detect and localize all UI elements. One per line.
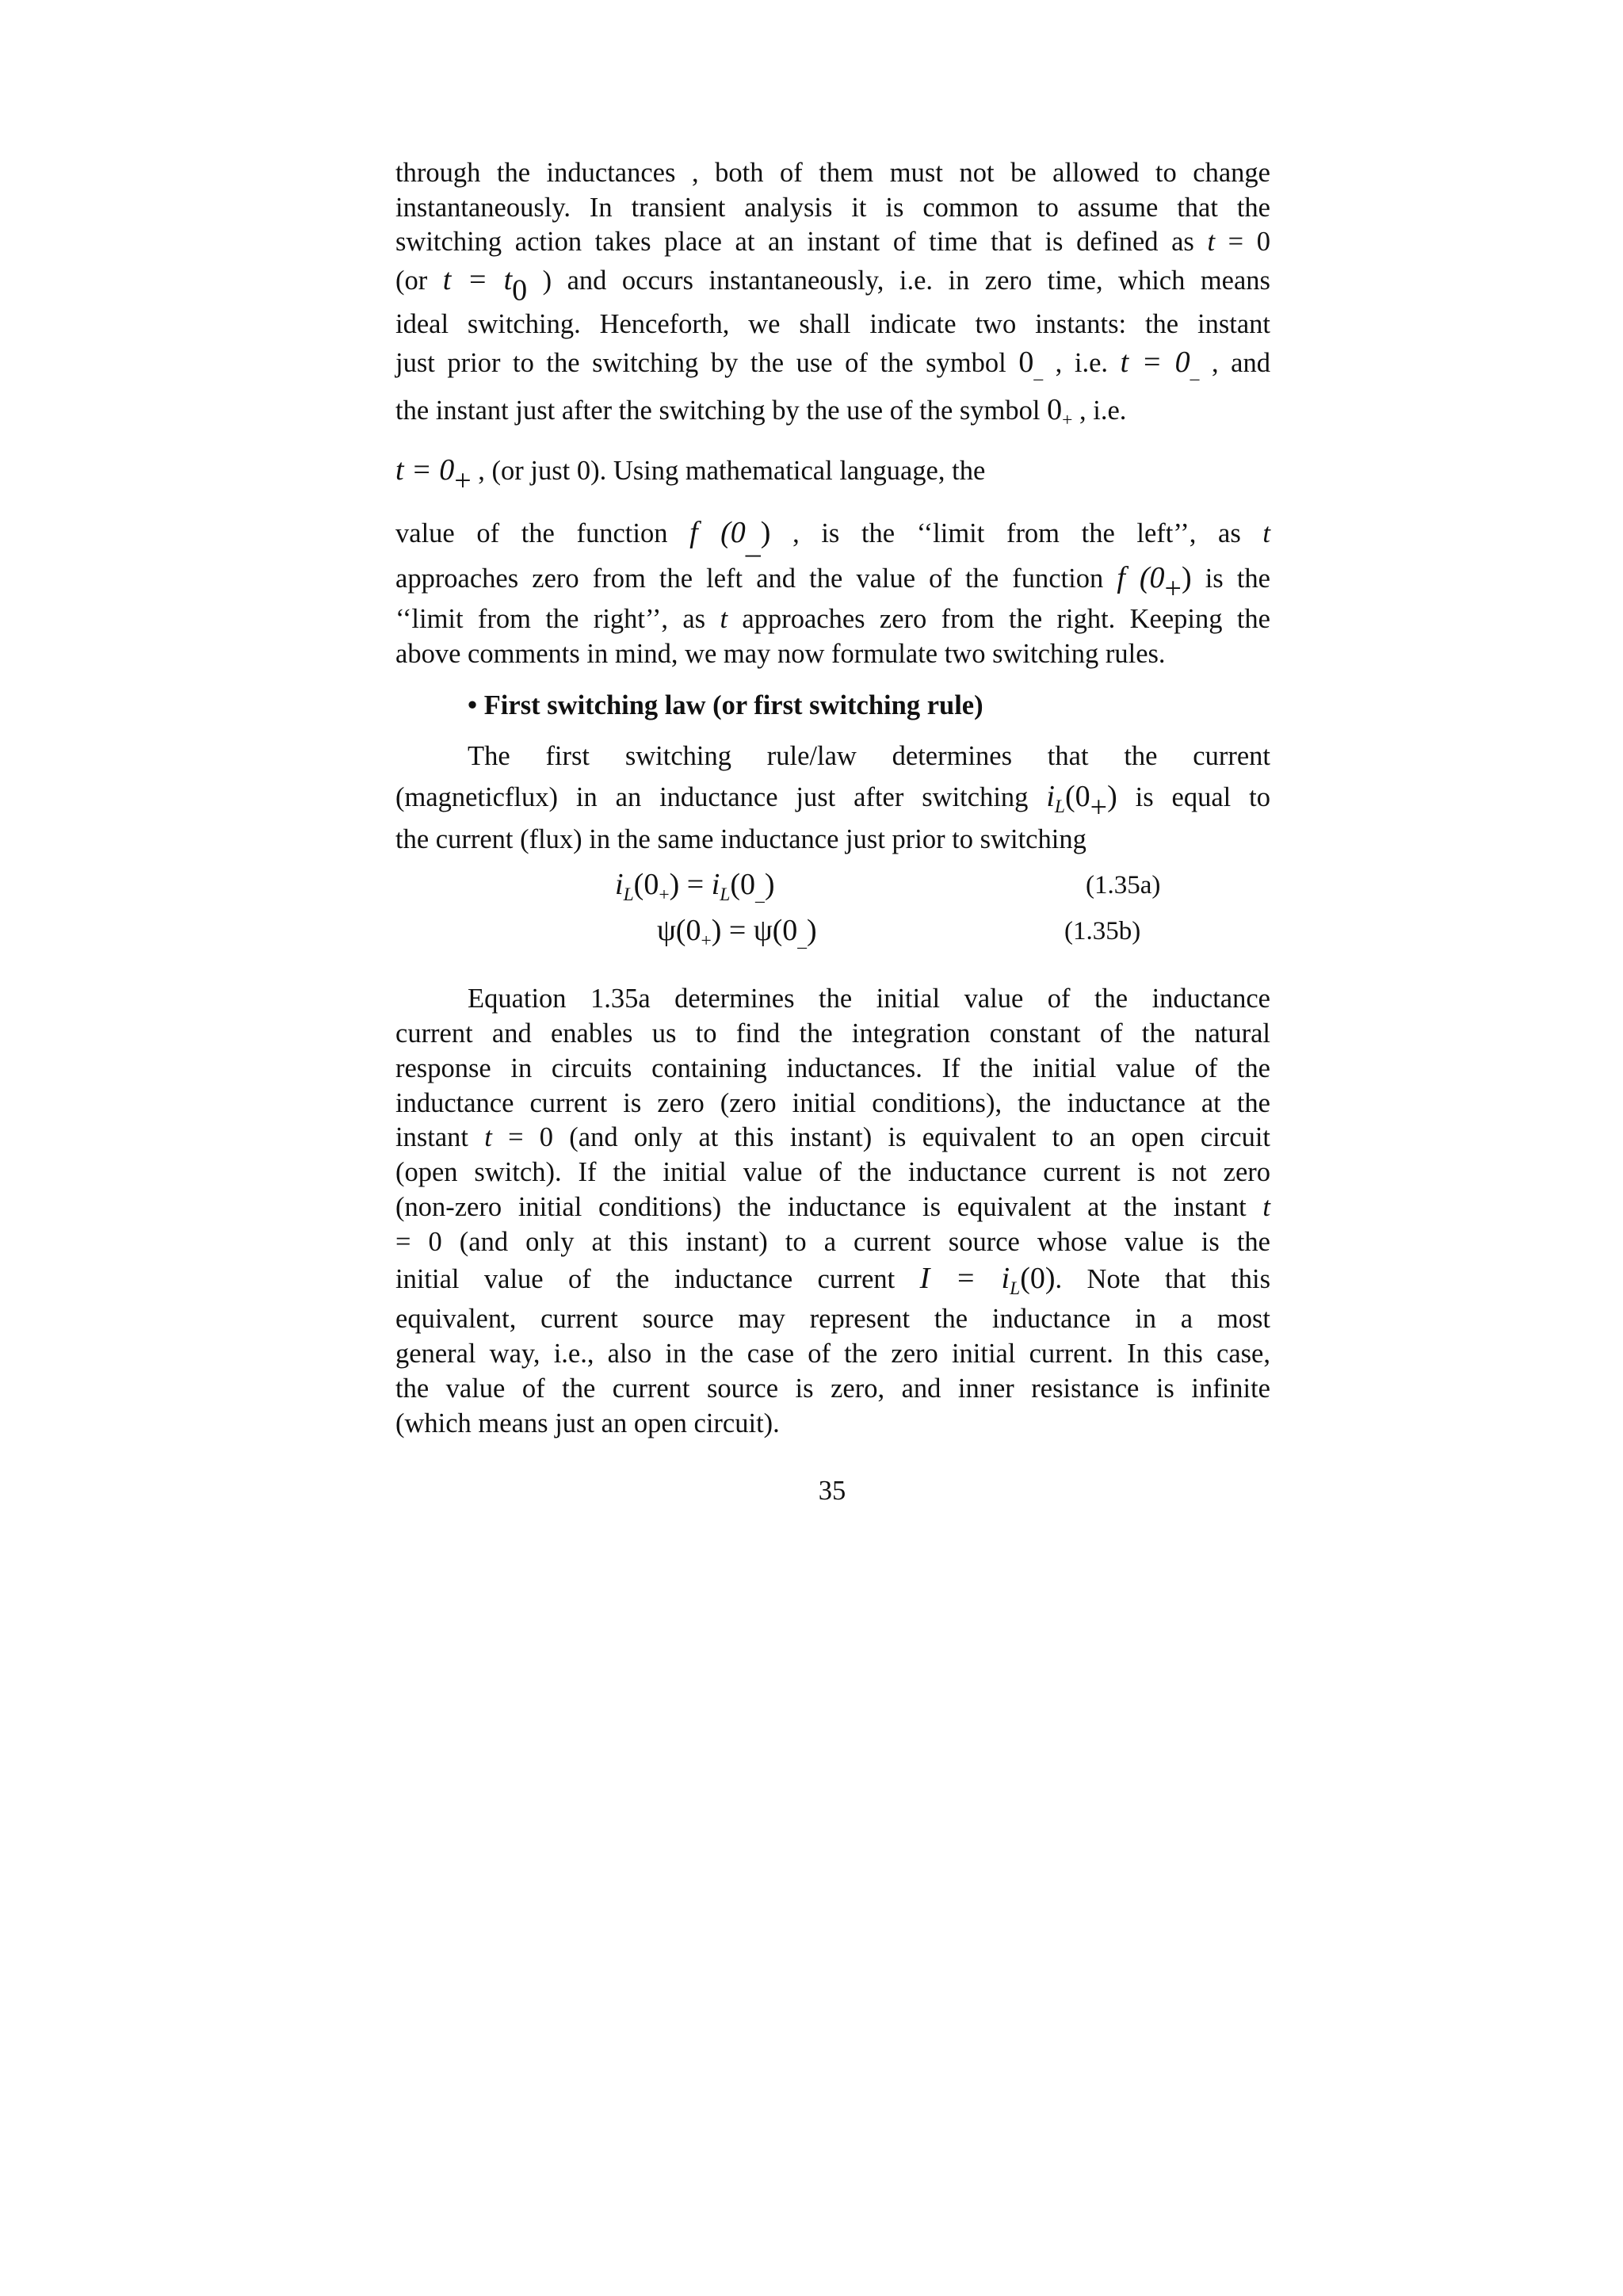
equation-1-35b bbox=[657, 913, 817, 952]
heading-text: First switching law (or first switching rule) bbox=[483, 690, 983, 720]
math-part: i bbox=[1046, 780, 1055, 813]
math-subscript: + bbox=[1164, 571, 1182, 606]
text-run: initial value of the inductance current bbox=[395, 1264, 920, 1294]
text-run: ‘‘limit from the right’’, as bbox=[395, 604, 720, 634]
math-var: t bbox=[484, 1122, 492, 1152]
math-subscript: _ bbox=[755, 884, 765, 906]
text-run: inductance current is zero (zero initial conditions), the inductance at the bbox=[395, 1088, 1270, 1118]
math-var: i bbox=[711, 868, 720, 901]
para1-line4 bbox=[395, 263, 1270, 308]
math-subscript: _ bbox=[797, 930, 808, 952]
text-run: , i.e. bbox=[1043, 348, 1121, 378]
para5-line9 bbox=[395, 1262, 1270, 1300]
math-subscript: _ bbox=[745, 526, 761, 560]
para4-line2 bbox=[395, 780, 1270, 824]
para3-line3 bbox=[395, 602, 1270, 636]
text-run: ideal switching. Henceforth, we shall indicate two instants: the instant bbox=[395, 309, 1270, 339]
math-subscript: L bbox=[720, 884, 731, 906]
math-expr bbox=[1018, 346, 1044, 384]
text-run: The first switching rule/law determines that the current bbox=[468, 741, 1270, 771]
text-run: just prior to the switching by the use of the symbol bbox=[395, 348, 1019, 378]
math-subscript: + bbox=[454, 464, 472, 498]
equation-1-35a bbox=[615, 867, 775, 906]
text-run: switching action takes place at an instant of time that is defined as bbox=[395, 227, 1208, 257]
math-part: ) bbox=[1107, 780, 1117, 813]
math-expr bbox=[1047, 393, 1073, 431]
math-part: (0 bbox=[730, 868, 756, 901]
text-run: , is the ‘‘limit from the left’’, as bbox=[770, 518, 1263, 548]
text-run: (magneticflux) in an inductance just after switching bbox=[395, 782, 1047, 812]
math-var: t bbox=[1262, 1192, 1270, 1222]
text-run: (which means just an open circuit). bbox=[395, 1408, 780, 1438]
para1-line5 bbox=[395, 308, 1270, 342]
math-part: f (0 bbox=[689, 516, 746, 549]
text-run: . Note that this bbox=[1055, 1264, 1270, 1294]
text-run: approaches zero from the right. Keeping the bbox=[727, 604, 1270, 634]
math-expr bbox=[1046, 780, 1117, 824]
equation-number-1-35a bbox=[1086, 871, 1160, 900]
math-subscript: L bbox=[1054, 797, 1065, 818]
math-subscript: + bbox=[1062, 410, 1073, 431]
math-part: I = i bbox=[919, 1262, 1010, 1295]
para1-line6 bbox=[395, 346, 1270, 384]
text-run: (open switch). If the initial value of the inductance current is not zero bbox=[395, 1157, 1270, 1187]
text-run: through the inductances , both of them must not be allowed to change bbox=[395, 158, 1270, 188]
math-part: ψ(0 bbox=[657, 914, 701, 947]
text-run: is equal to bbox=[1117, 782, 1270, 812]
para5-line7 bbox=[395, 1190, 1270, 1224]
text-run: current and enables us to find the integration constant of the natural bbox=[395, 1018, 1270, 1049]
para4-line3 bbox=[395, 823, 1270, 857]
math-part: t = t bbox=[442, 263, 513, 296]
para5-line3 bbox=[395, 1052, 1270, 1086]
text-run: ) and occurs instantaneously, i.e. in zero time, which means bbox=[527, 266, 1270, 296]
math-part: ) = bbox=[669, 868, 712, 901]
para1-line1 bbox=[395, 156, 1270, 190]
math-subscript: L bbox=[623, 884, 634, 906]
text-run: (non-zero initial conditions) the inductance is equivalent at the instant bbox=[395, 1192, 1263, 1222]
para1-line7 bbox=[395, 393, 1270, 431]
text-run: above comments in mind, we may now formulate two switching rules. bbox=[395, 639, 1166, 669]
math-subscript: _ bbox=[1033, 362, 1044, 384]
math-part: ) bbox=[760, 516, 771, 549]
math-var: i bbox=[615, 868, 624, 901]
para5-line6 bbox=[395, 1156, 1270, 1190]
para3-line4 bbox=[395, 637, 1270, 671]
math-subscript: _ bbox=[1190, 362, 1200, 384]
para5-line10 bbox=[395, 1302, 1270, 1336]
math-subscript: 0 bbox=[512, 273, 528, 308]
math-part: (0) bbox=[1020, 1262, 1056, 1295]
para4-line1 bbox=[468, 739, 1270, 774]
math-part: ) = ψ(0 bbox=[711, 914, 798, 947]
para3-line2 bbox=[395, 561, 1270, 606]
para5-line8 bbox=[395, 1225, 1270, 1259]
equation-number: (1.35b) bbox=[1064, 917, 1141, 946]
math-subscript: + bbox=[701, 930, 712, 952]
para5-line4 bbox=[395, 1087, 1270, 1121]
para5-line2 bbox=[395, 1017, 1270, 1051]
bullet-icon: • bbox=[468, 690, 478, 720]
para5-line13 bbox=[395, 1407, 1270, 1441]
math-expr bbox=[442, 263, 528, 308]
text-run: = 0 bbox=[1215, 227, 1270, 257]
math-expr bbox=[1117, 561, 1192, 606]
text-run: instant bbox=[395, 1122, 485, 1152]
text-run: = 0 (and only at this instant) to a current source whose value is the bbox=[395, 1227, 1270, 1257]
text-run: response in circuits containing inductances. If the initial value of the bbox=[395, 1053, 1270, 1083]
text-run: value of the function bbox=[395, 518, 690, 548]
text-run: the current (flux) in the same inductance just prior to switching bbox=[395, 824, 1086, 854]
math-part: 0 bbox=[1047, 393, 1063, 426]
text-run: , i.e. bbox=[1072, 395, 1127, 426]
text-run: instantaneously. In transient analysis it is common to assume that the bbox=[395, 193, 1270, 223]
math-expr bbox=[919, 1262, 1056, 1300]
text-run: = 0 (and only at this instant) is equivalent to an open circuit bbox=[491, 1122, 1270, 1152]
text-run: , (or just 0). Using mathematical language, the bbox=[471, 456, 986, 486]
math-part: ) bbox=[1181, 561, 1192, 594]
math-part: t = 0 bbox=[1120, 346, 1190, 379]
text-run: , and bbox=[1199, 348, 1270, 378]
para1-line3 bbox=[395, 225, 1270, 259]
para2-line1 bbox=[395, 453, 1270, 498]
math-expr bbox=[1120, 346, 1200, 384]
para5-line5 bbox=[395, 1121, 1270, 1155]
math-part: (0 bbox=[1064, 780, 1090, 813]
math-subscript: + bbox=[659, 884, 670, 906]
text-run: Equation 1.35a determines the initial value of the inductance bbox=[468, 984, 1270, 1014]
text-run: the instant just after the switching by the use of the symbol bbox=[395, 395, 1048, 426]
para1-line2 bbox=[395, 191, 1270, 225]
text-run: general way, i.e., also in the case of the zero initial current. In this case, bbox=[395, 1339, 1270, 1369]
math-part: ) bbox=[807, 914, 817, 947]
math-var: t bbox=[720, 604, 728, 634]
section-heading bbox=[468, 689, 1260, 723]
equation-number-1-35b bbox=[1064, 917, 1140, 946]
math-part: f (0 bbox=[1117, 561, 1165, 594]
para3-line1 bbox=[395, 516, 1271, 560]
math-subscript: + bbox=[1090, 790, 1108, 824]
text-run: the value of the current source is zero, and inner resistance is infinite bbox=[395, 1373, 1270, 1404]
math-part: ) bbox=[764, 868, 775, 901]
math-expr bbox=[395, 453, 472, 498]
math-expr bbox=[689, 516, 771, 560]
math-var: t bbox=[1207, 227, 1216, 257]
text-run: (or bbox=[395, 266, 443, 296]
math-part: (0 bbox=[633, 868, 659, 901]
text-run: is the bbox=[1191, 563, 1270, 594]
text-run: approaches zero from the left and the value of the function bbox=[395, 563, 1117, 594]
para5-line11 bbox=[395, 1337, 1270, 1371]
math-part: 0 bbox=[1018, 346, 1034, 379]
math-subscript: L bbox=[1010, 1278, 1021, 1300]
math-var: t bbox=[1262, 518, 1271, 548]
page-number: 35 bbox=[818, 1476, 846, 1506]
para5-line1 bbox=[468, 982, 1270, 1016]
text-run: equivalent, current source may represent the inductance in a most bbox=[395, 1304, 1270, 1334]
equation-number: (1.35a) bbox=[1086, 871, 1161, 900]
math-part: t = 0 bbox=[395, 453, 455, 487]
para5-line12 bbox=[395, 1372, 1270, 1406]
